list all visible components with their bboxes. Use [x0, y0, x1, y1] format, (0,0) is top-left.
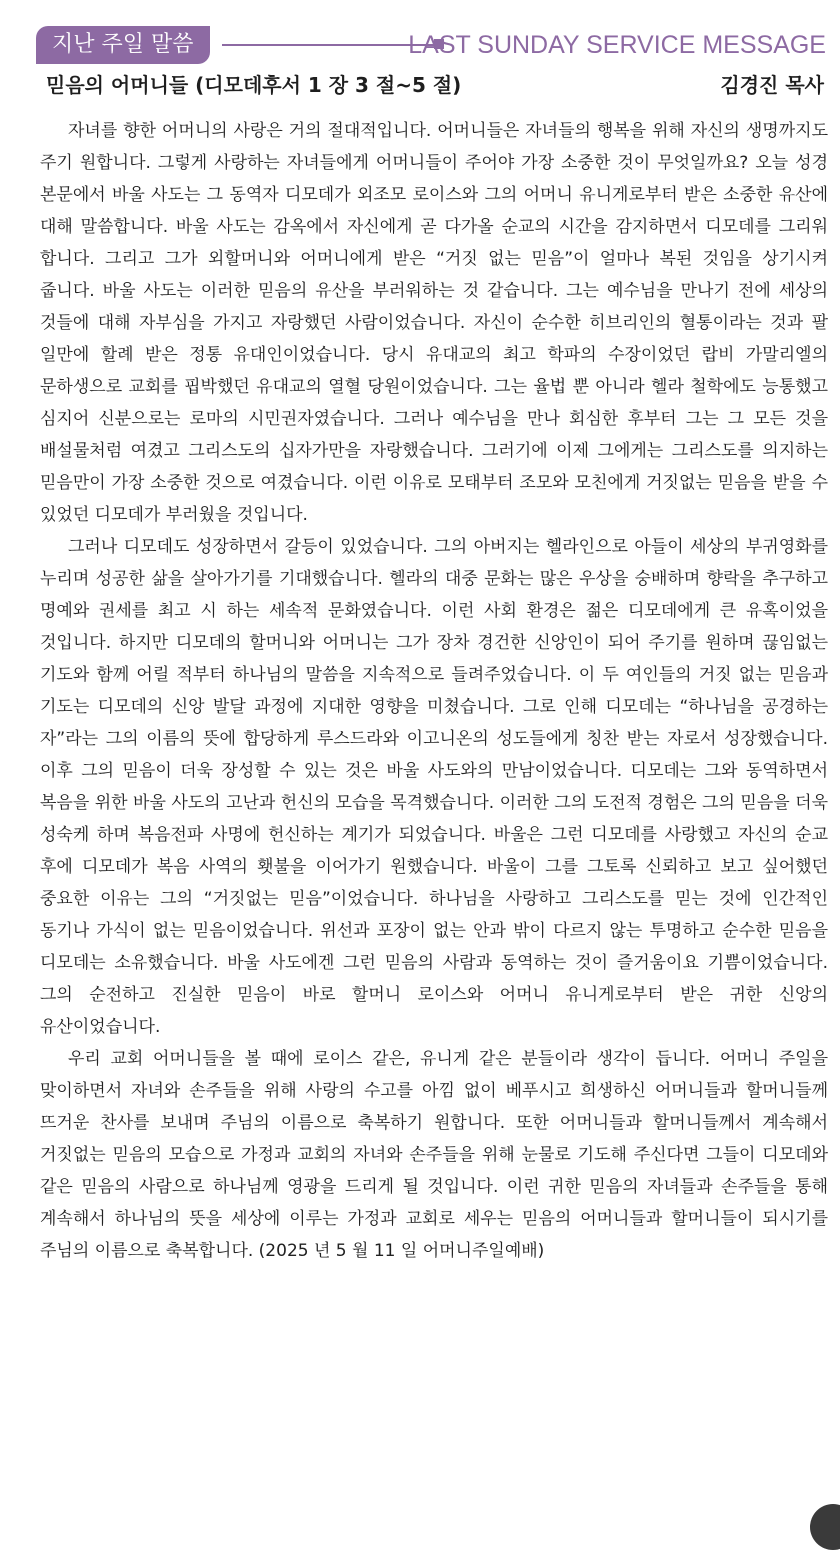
sermon-info	[46, 70, 824, 100]
section-label-english: LAST SUNDAY SERVICE MESSAGE	[408, 31, 826, 59]
header-divider-line	[222, 44, 436, 46]
page-corner-circle	[810, 1504, 840, 1550]
paragraph-2: 그러나 디모데도 성장하면서 갈등이 있었습니다. 그의 아버지는 헬라인으로 아들이 세상의 부귀영화를 누리며 성공한 삶을 살아가기를 기대했습니다. 헬라의 대중 문화는 많은 우상을 숭배하며 향락을 추구하고 명예와 권세를 최고 시 하는 세속적 문화였습니다. 이런 사회 환경은 젊은 디모데에게 큰 유혹이었을 것입니다. 하지만 디모데의 할머니와 어머니는 그가 장차 경건한 신앙인이 되어 주기를 원하며 끊임없는 기도와 함께 어릴 적부터 하나님의 말씀을 지속적으로 들려주었습니다. 이 두 여인들의 거짓 없는 믿음과 기도는 디모데의 신앙 발달 과정에 지대한 영향을 미쳤습니다. 그로 인해 디모데는 “하나님을 공경하는 자”라는 그의 이름의 뜻에 합당하게 루스드라와 이고니온의 성도들에게 칭찬 받는 자로서 성장했습니다. 이후 그의 믿음이 더욱 장성할 수 있는 것은 바울 사도와의 만남이었습니다. 디모데는 그와 동역하면서 복음을 위한 바울 사도의 고난과 헌신의 모습을 목격했습니다. 이러한 그의 도전적 경험은 그의 믿음을 더욱 성숙케 하며 복음전파 사명에 헌신하는 계기가 되었습니다. 바울은 그런 디모데를 사랑했고 자신의 순교 후에 디모데가 복음 사역의 횃불을 이어가기 원했습니다. 바울이 그를 그토록 신뢰하고 보고 싶어했던 중요한 이유는 그의 “거짓없는 믿음”이었습니다. 하나님을 사랑하고 그리스도를 믿는 것에 인간적인 동기나 가식이 없는 믿음이었습니다. 위선과 포장이 없는 안과 밖이 다르지 않는 투명하고 순수한 믿음을 디모데는 소유했습니다. 바울 사도에겐 그런 믿음의 사람과 동역하는 것이 즐거움이요 기쁨이었습니다. 그의 순전하고 진실한 믿음이 바로 할머니 로이스와 어머니 유니게로부터 받은 귀한 신앙의 유산이었습니다.	[40, 537, 828, 1037]
sermon-title: 믿음의 어머니들 (디모데후서 1 장 3 절~5 절)	[46, 73, 462, 97]
sermon-body	[40, 115, 828, 1267]
paragraph-3: 우리 교회 어머니들을 볼 때에 로이스 같은, 유니게 같은 분들이라 생각이 듭니다. 어머니 주일을 맞이하면서 자녀와 손주들을 위해 사랑의 수고를 아낌 없이 베푸시고 희생하신 어머니들과 할머니들께 뜨거운 찬사를 보내며 주님의 이름으로 축복하기 원합니다. 또한 어머니들과 할머니들께서 계속해서 거짓없는 믿음의 모습으로 가정과 교회의 자녀와 손주들을 위해 눈물로 기도해 주신다면 그들이 디모데와 같은 믿음의 사람으로 하나님께 영광을 드리게 될 것입니다. 이런 귀한 믿음의 자녀들과 손주들을 통해 계속해서 하나님의 뜻을 세상에 이루는 가정과 교회로 세우는 믿음의 어머니들과 할머니들이 되시기를 주님의 이름으로 축복합니다. (2025 년 5 월 11 일 어머니주일예배)	[40, 1049, 828, 1261]
preacher-name: 김경진 목사	[720, 73, 824, 97]
section-label-korean: 지난 주일 말씀	[36, 26, 210, 64]
section-header	[36, 22, 826, 66]
paragraph-1: 자녀를 향한 어머니의 사랑은 거의 절대적입니다. 어머니들은 자녀들의 행복을 위해 자신의 생명까지도 주기 원합니다. 그렇게 사랑하는 자녀들에게 어머니들이 주어야 가장 소중한 것이 무엇일까요? 오늘 성경 본문에서 바울 사도는 그 동역자 디모데가 외조모 로이스와 그의 어머니 유니게로부터 받은 소중한 유산에 대해 말씀합니다. 바울 사도는 감옥에서 자신에게 곧 다가올 순교의 시간을 감지하면서 디모데를 그리워 합니다. 그리고 그가 외할머니와 어머니에게 받은 “거짓 없는 믿음”이 얼마나 복된 것임을 상기시켜 줍니다. 바울 사도는 이러한 믿음의 유산을 부러워하는 것 같습니다. 그는 예수님을 만나기 전에 세상의 것들에 대해 자부심을 가지고 자랑했던 사람이었습니다. 자신이 순수한 히브리인의 혈통이라는 것과 팔 일만에 할례 받은 정통 유대인이었습니다. 당시 유대교의 최고 학파의 수장이었던 랍비 가말리엘의 문하생으로 교회를 핍박했던 유대교의 열혈 당원이었습니다. 그는 율법 뿐 아니라 헬라 철학에도 능통했고 심지어 신분으로는 로마의 시민권자였습니다. 그러나 예수님을 만나 회심한 후부터 그는 그 모든 것을 배설물처럼 여겼고 그리스도의 십자가만을 자랑했습니다. 그러기에 이제 그에게는 그리스도를 의지하는 믿음만이 가장 소중한 것으로 여겼습니다. 이런 이유로 모태부터 조모와 모친에게 거짓없는 믿음을 받을 수 있었던 디모데가 부러웠을 것입니다.	[40, 121, 828, 525]
